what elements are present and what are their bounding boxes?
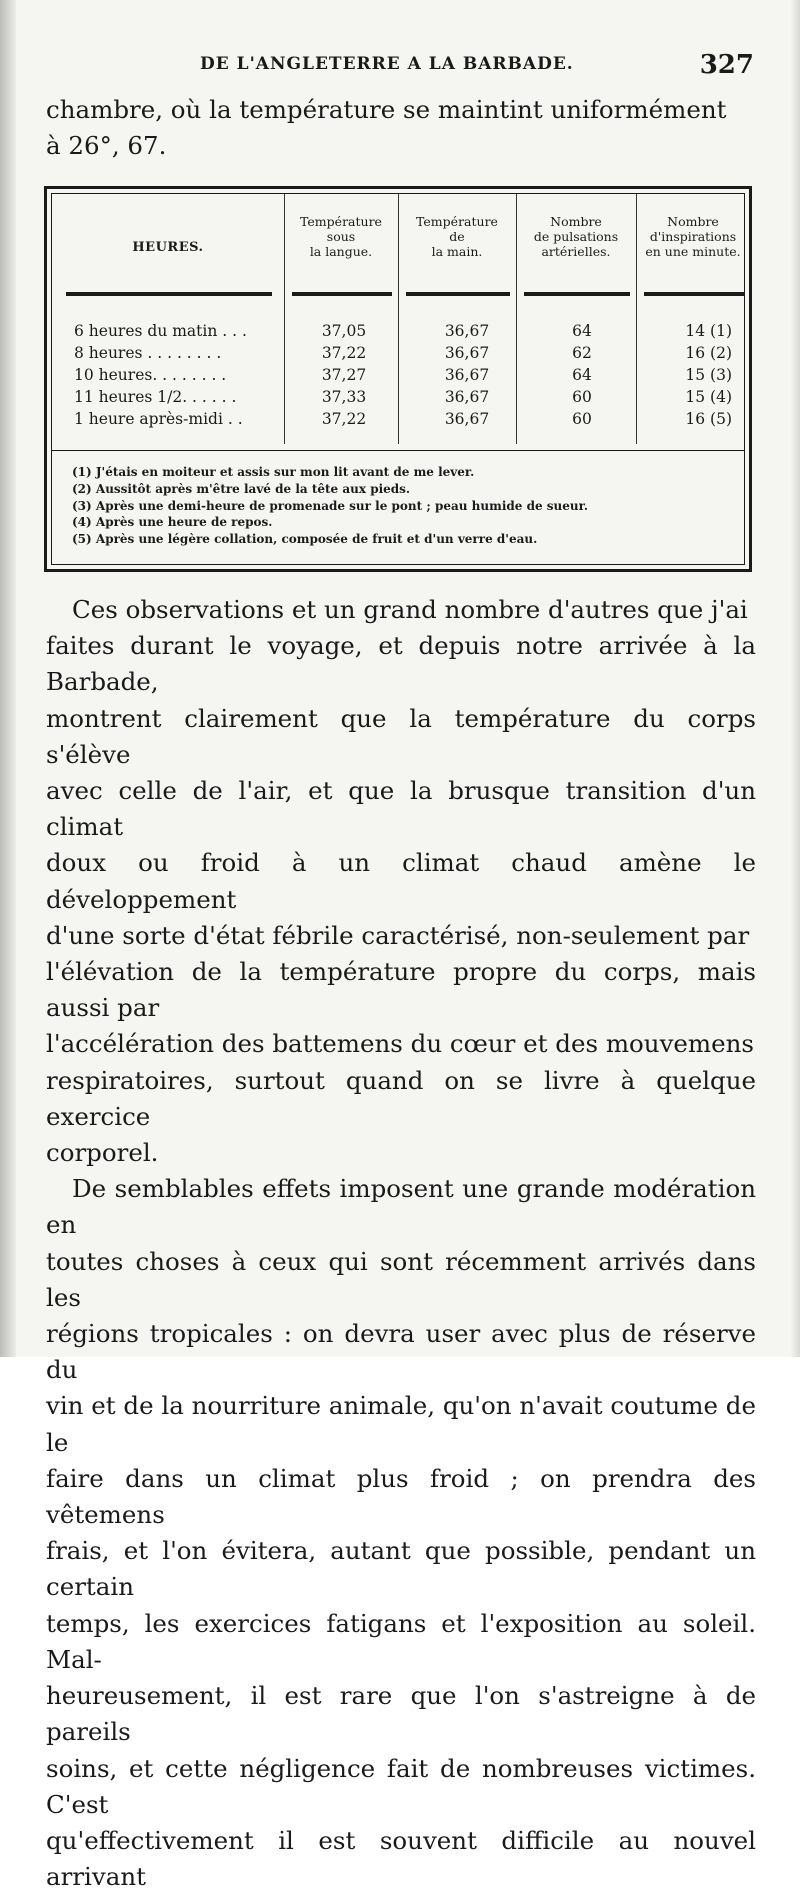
header-rule (406, 292, 510, 296)
table-row (52, 364, 744, 386)
pulse-cell: 60 (572, 388, 592, 406)
text-line: temps, les exercices fatigans et l'exposition au soleil. Mal- (46, 1608, 756, 1674)
text-line: Ces observations et un grand nombre d'autres que j'ai (72, 595, 748, 624)
temp-hand-cell: 36,67 (444, 322, 490, 340)
row-label: 6 heures du matin . . . (74, 322, 247, 340)
note: (2) Aussitôt après m'être lavé de la tête aux pieds. (72, 481, 411, 496)
header-line: d'inspirations (649, 229, 737, 244)
text-line: qu'effectivement il est souvent difficile au nouvel arrivant (46, 1825, 756, 1892)
temp-hand-cell: 36,67 (444, 388, 490, 406)
running-head (60, 50, 760, 82)
text-line: faire dans un climat plus froid ; on prendra des vêtemens (46, 1463, 756, 1530)
header-rule (66, 292, 272, 296)
text-line: à 26°, 67. (46, 131, 167, 161)
header-line: la main. (431, 244, 483, 259)
breaths-cell: 15 (4) (685, 388, 732, 406)
header-line: Température (416, 214, 498, 229)
breaths-cell: 14 (1) (685, 322, 732, 340)
header-line: de pulsations (533, 229, 619, 244)
header-line: la langue. (309, 244, 373, 259)
text-line: d'une sorte d'état fébrile caractérisé, non-seulement par (46, 920, 750, 950)
temp-tongue-cell: 37,22 (321, 410, 367, 428)
text-line: l'élévation de la température propre du corps, mais aussi par (46, 957, 756, 1023)
temp-hand-cell: 36,67 (444, 366, 490, 384)
header-hours: HEURES. (132, 240, 204, 255)
header-pulse (516, 214, 636, 259)
header-line: artérielles. (541, 244, 611, 259)
text-line: régions tropicales : on devra user avec plus de réserve du (46, 1319, 756, 1385)
text-line: montrent clairement que la température du corps s'élève (46, 703, 756, 769)
continued-text (46, 92, 756, 164)
note: (3) Après une demi-heure de promenade sur le pont ; peau humide de sueur. (72, 498, 589, 513)
text-line: l'accélération des battemens du cœur et des mouvemens (46, 1029, 754, 1059)
text-line: toutes choses à ceux qui sont récemment arrivés dans les (46, 1246, 756, 1312)
table-row (52, 408, 744, 430)
temp-tongue-cell: 37,33 (321, 388, 367, 406)
row-label: 11 heures 1/2. . . . . . (74, 388, 237, 406)
pulse-cell: 62 (572, 344, 592, 362)
table-row (52, 342, 744, 364)
page-number: 327 (699, 50, 754, 80)
pulse-cell: 64 (572, 322, 592, 340)
text-line: soins, et cette négligence fait de nombreuses victimes. C'est (46, 1753, 756, 1819)
header-line: Nombre (667, 214, 719, 229)
header-temp-tongue (284, 214, 398, 259)
header-rule (644, 292, 744, 296)
breaths-cell: 16 (5) (685, 410, 732, 428)
table-notes (72, 464, 724, 548)
text-line: frais, et l'on évitera, autant que possible, pendant un certain (46, 1536, 756, 1602)
header-breaths (636, 214, 750, 259)
text-line: De semblables effets imposent une grande modération en (46, 1174, 756, 1240)
body-text (46, 592, 756, 1895)
temp-hand-cell: 36,67 (444, 344, 490, 362)
observation-table (44, 186, 752, 572)
header-rule (292, 292, 392, 296)
temp-tongue-cell: 37,22 (321, 344, 367, 362)
pulse-cell: 60 (572, 410, 592, 428)
note: (1) J'étais en moiteur et assis sur mon lit avant de me lever. (72, 465, 475, 479)
temp-tongue-cell: 37,05 (321, 322, 367, 340)
header-line: Température (300, 214, 382, 229)
text-line: doux ou froid à un climat chaud amène le développement (46, 848, 756, 914)
text-line: avec celle de l'air, et que la brusque transition d'un climat (46, 776, 756, 842)
text-line: vin et de la nourriture animale, qu'on n'avait coutume de le (46, 1391, 756, 1457)
header-line: de (449, 229, 465, 244)
row-label: 10 heures. . . . . . . . (74, 366, 227, 384)
breaths-cell: 15 (3) (685, 366, 732, 384)
text-line: heureusement, il est rare que l'on s'astreigne à de pareils (46, 1681, 756, 1747)
notes-divider (52, 450, 744, 451)
text-line: respiratoires, surtout quand on se livre à quelque exercice (46, 1065, 756, 1131)
text-line: corporel. (46, 1138, 159, 1168)
running-title: DE L'ANGLETERRE A LA BARBADE. (200, 54, 574, 74)
table-row (52, 386, 744, 408)
pulse-cell: 64 (572, 366, 592, 384)
row-label: 8 heures . . . . . . . . (74, 344, 222, 362)
table-row (52, 320, 744, 342)
text-line: faites durant le voyage, et depuis notre arrivée à la Barbade, (46, 631, 756, 697)
breaths-cell: 16 (2) (685, 344, 732, 362)
temp-hand-cell: 36,67 (444, 410, 490, 428)
table-inner (51, 193, 745, 565)
header-line: Nombre (550, 214, 602, 229)
note: (4) Après une heure de repos. (72, 515, 273, 530)
text-line: chambre, où la température se maintint uniformément (46, 95, 727, 124)
temp-tongue-cell: 37,27 (321, 366, 367, 384)
header-line: en une minute. (645, 244, 741, 259)
header-temp-hand (398, 214, 516, 259)
header-line: sous (326, 229, 356, 244)
note: (5) Après une légère collation, composée de fruit et d'un verre d'eau. (72, 532, 538, 547)
row-label: 1 heure après-midi . . (74, 410, 243, 428)
header-rule (524, 292, 630, 296)
